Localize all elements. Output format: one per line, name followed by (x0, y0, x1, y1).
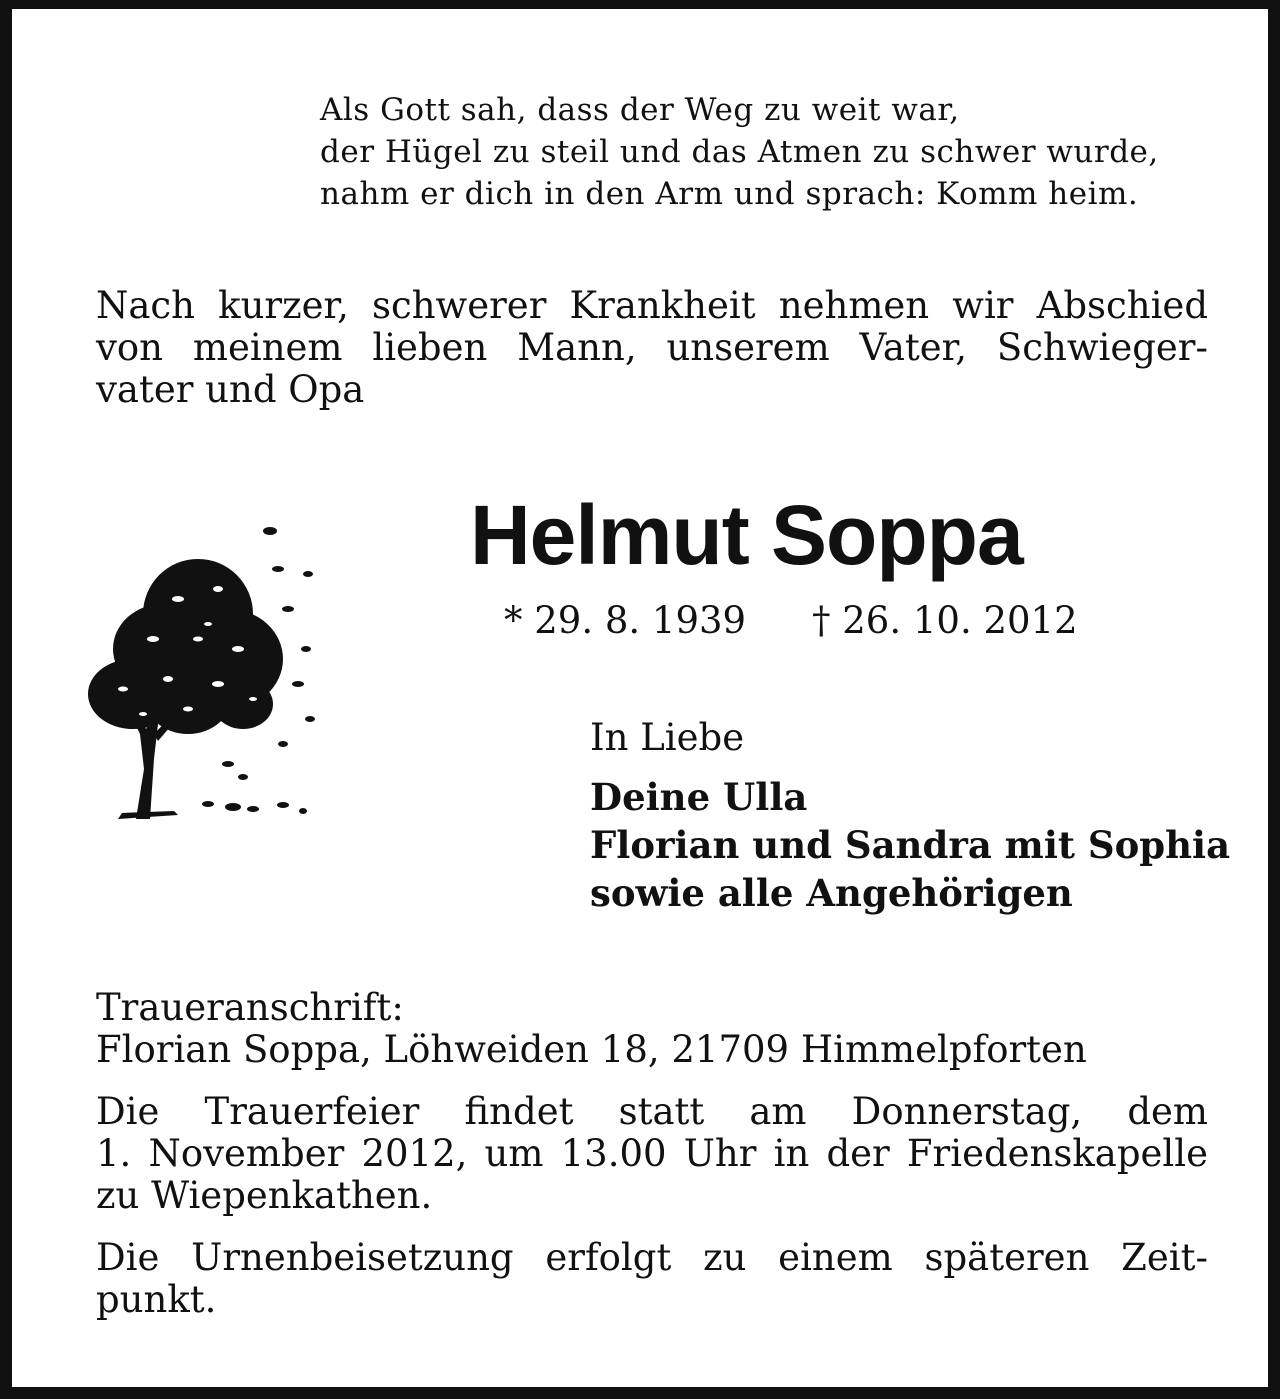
birth-date: * 29. 8. 1939 (504, 599, 747, 642)
ceremony-line: Die Trauerfeier findet statt am Donnerstag, dem (96, 1090, 1208, 1133)
intro-text (96, 285, 1208, 411)
mourner-line: Florian und Sandra mit Sophia (590, 823, 1231, 867)
burial-info (96, 1237, 1208, 1321)
poem-line: Als Gott sah, dass der Weg zu weit war, (320, 92, 960, 128)
mourning-address (96, 987, 1208, 1071)
tree-in-wind-icon (78, 519, 328, 824)
ceremony-info (96, 1091, 1208, 1217)
address-label: Traueranschrift: (96, 986, 404, 1029)
burial-line: punkt. (96, 1278, 217, 1321)
poem-line: der Hügel zu steil und das Atmen zu schwer wurde, (320, 134, 1159, 170)
address-value: Florian Soppa, Löhweiden 18, 21709 Himmelpforten (96, 1028, 1087, 1071)
closing-phrase: In Liebe (590, 716, 745, 759)
burial-line: Die Urnenbeisetzung erfolgt zu einem späteren Zeit- (96, 1236, 1208, 1279)
ceremony-line: 1. November 2012, um 13.00 Uhr in der Friedenskapelle (96, 1132, 1208, 1175)
mourner-line: Deine Ulla (590, 775, 808, 819)
poem-line: nahm er dich in den Arm und sprach: Komm heim. (320, 176, 1139, 212)
mourners-list (590, 773, 1230, 917)
intro-line: Nach kurzer, schwerer Krankheit nehmen wir Abschied (96, 284, 1208, 327)
death-date: † 26. 10. 2012 (812, 599, 1078, 642)
ceremony-line: zu Wiepenkathen. (96, 1174, 433, 1217)
deceased-name: Helmut Soppa (470, 488, 1023, 582)
intro-line: von meinem lieben Mann, unserem Vater, Schwieger- (96, 326, 1208, 369)
poem (320, 89, 1159, 215)
intro-line: vater und Opa (96, 368, 365, 411)
mourner-line: sowie alle Angehörigen (590, 871, 1073, 915)
